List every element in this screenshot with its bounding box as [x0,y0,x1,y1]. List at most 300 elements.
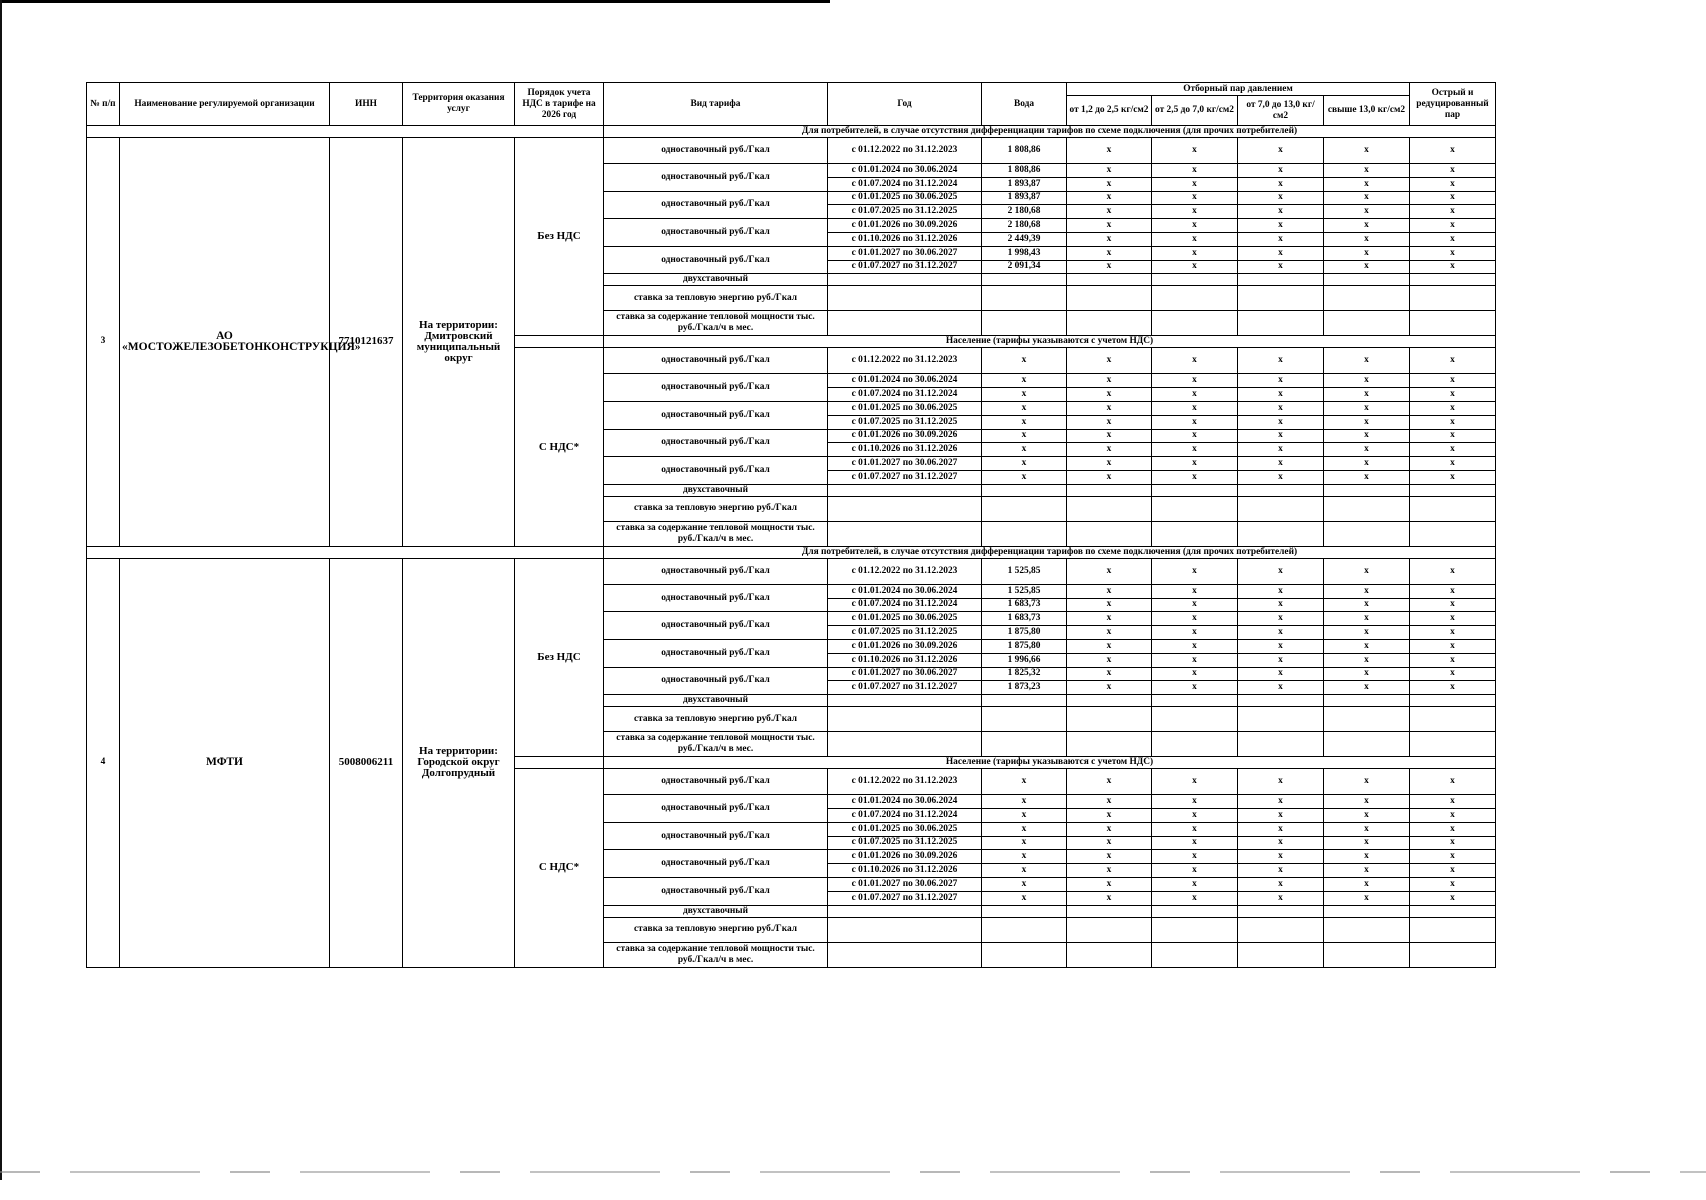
empty-cell [1324,521,1410,546]
empty-cell [982,521,1067,546]
tariff-kind: одноставочный руб./Гкал [604,639,828,667]
steam-value: х [1067,164,1152,178]
steam-value: х [1152,260,1238,274]
tariff-kind: одноставочный руб./Гкал [604,246,828,274]
tariff-kind: одноставочный руб./Гкал [604,138,828,164]
steam-value: х [1410,612,1496,626]
empty-cell [1324,917,1410,942]
tariff-kind: ставка за содержание тепловой мощности тыс. руб./Гкал/ч в мес. [604,521,828,546]
steam-value: х [1410,457,1496,471]
steam-value: х [1238,388,1324,402]
water-value: 1 525,85 [982,558,1067,584]
period: с 01.07.2027 по 31.12.2027 [828,260,982,274]
steam-value: х [1067,246,1152,260]
steam-value: х [1238,598,1324,612]
steam-value: х [1410,769,1496,795]
steam-value: х [1324,667,1410,681]
period: с 01.01.2026 по 30.09.2026 [828,639,982,653]
empty-cell [1324,484,1410,496]
steam-value: х [1324,836,1410,850]
period: с 01.01.2026 по 30.09.2026 [828,219,982,233]
steam-value: х [1152,598,1238,612]
period: с 01.01.2027 по 30.06.2027 [828,457,982,471]
tariff-kind: одноставочный руб./Гкал [604,191,828,219]
steam-value: х [1238,808,1324,822]
steam-value: х [1067,653,1152,667]
steam-value: х [1152,612,1238,626]
steam-value: х [1410,653,1496,667]
tariff-kind: двухставочный [604,484,828,496]
water-value: х [982,388,1067,402]
steam-value: х [1067,795,1152,809]
steam-value: х [1238,219,1324,233]
water-value: 1 525,85 [982,584,1067,598]
empty-cell [1067,905,1152,917]
header-steam-col: от 1,2 до 2,5 кг/см2 [1067,96,1152,126]
period: с 01.07.2024 по 31.12.2024 [828,388,982,402]
steam-value: х [1410,401,1496,415]
empty-cell [1067,286,1152,311]
steam-value: х [1324,795,1410,809]
period: с 01.01.2025 по 30.06.2025 [828,612,982,626]
tariff-kind: одноставочный руб./Гкал [604,348,828,374]
scan-edge-top [0,0,830,3]
water-value: 1 996,66 [982,653,1067,667]
steam-value: х [1238,891,1324,905]
steam-value: х [1324,374,1410,388]
steam-value: х [1152,808,1238,822]
empty-cell [1324,905,1410,917]
period: с 01.07.2024 по 31.12.2024 [828,808,982,822]
period: с 01.07.2024 по 31.12.2024 [828,598,982,612]
steam-value: х [1410,877,1496,891]
header-sharp-steam: Острый и редуцированный пар [1410,83,1496,126]
empty-cell [1324,695,1410,707]
steam-value: х [1410,177,1496,191]
org-territory: На территории: Дмитровский муниципальный округ [403,138,515,547]
steam-value: х [1324,219,1410,233]
header-year: Год [828,83,982,126]
steam-value: х [1410,388,1496,402]
steam-value: х [1067,584,1152,598]
steam-value: х [1410,808,1496,822]
steam-value: х [1324,246,1410,260]
steam-value: х [1152,388,1238,402]
tariff-kind: одноставочный руб./Гкал [604,219,828,247]
empty-cell [982,942,1067,967]
tariff-kind: одноставочный руб./Гкал [604,584,828,612]
banner-spacer [515,757,604,769]
water-value: 1 875,80 [982,639,1067,653]
header-org-name: Наименование регулируемой организации [120,83,330,126]
steam-value: х [1152,653,1238,667]
water-value: 1 893,87 [982,177,1067,191]
period: с 01.12.2022 по 31.12.2023 [828,348,982,374]
empty-cell [1238,905,1324,917]
steam-value: х [1067,891,1152,905]
empty-cell [982,496,1067,521]
header-steam-col: от 7,0 до 13,0 кг/см2 [1238,96,1324,126]
header-tariff-kind: Вид тарифа [604,83,828,126]
empty-cell [1067,695,1152,707]
vat-order: С НДС* [515,348,604,546]
steam-value: х [1410,795,1496,809]
steam-value: х [1238,457,1324,471]
period: с 01.12.2022 по 31.12.2023 [828,769,982,795]
water-value: х [982,795,1067,809]
steam-value: х [1067,374,1152,388]
scan-edge-bottom [0,1171,1706,1173]
tariff-kind: ставка за тепловую энергию руб./Гкал [604,496,828,521]
steam-value: х [1410,864,1496,878]
period: с 01.07.2025 по 31.12.2025 [828,205,982,219]
water-value: 1 808,86 [982,164,1067,178]
steam-value: х [1067,232,1152,246]
steam-value: х [1238,850,1324,864]
empty-cell [1067,707,1152,732]
water-value: х [982,769,1067,795]
empty-cell [1152,286,1238,311]
steam-value: х [1410,891,1496,905]
steam-value: х [1324,877,1410,891]
empty-cell [1324,942,1410,967]
steam-value: х [1410,374,1496,388]
steam-value: х [1324,653,1410,667]
empty-cell [982,695,1067,707]
period: с 01.01.2026 по 30.09.2026 [828,850,982,864]
tariff-kind: одноставочный руб./Гкал [604,164,828,192]
water-value: 2 449,39 [982,232,1067,246]
steam-value: х [1410,191,1496,205]
empty-cell [1067,521,1152,546]
section-banner: Для потребителей, в случае отсутствия дифференциации тарифов по схеме подключения (для прочих потребителей) [604,546,1496,558]
empty-cell [1410,942,1496,967]
scan-edge-left [0,0,2,1180]
empty-cell [1324,707,1410,732]
empty-cell [1410,695,1496,707]
steam-value: х [1410,429,1496,443]
empty-cell [1067,484,1152,496]
steam-value: х [1324,457,1410,471]
steam-value: х [1152,177,1238,191]
empty-cell [828,905,982,917]
steam-value: х [1324,388,1410,402]
steam-value: х [1410,681,1496,695]
steam-value: х [1324,348,1410,374]
steam-value: х [1152,584,1238,598]
org-number: 3 [87,138,120,547]
tariff-kind: ставка за содержание тепловой мощности тыс. руб./Гкал/ч в мес. [604,732,828,757]
steam-value: х [1238,667,1324,681]
steam-value: х [1238,205,1324,219]
steam-value: х [1067,836,1152,850]
empty-cell [1324,286,1410,311]
water-value: 1 875,80 [982,626,1067,640]
steam-value: х [1410,584,1496,598]
empty-cell [1152,274,1238,286]
banner-spacer [87,546,604,558]
header-territory: Территория оказания услуг [403,83,515,126]
water-value: х [982,401,1067,415]
steam-value: х [1067,348,1152,374]
steam-value: х [1067,205,1152,219]
empty-cell [982,286,1067,311]
steam-value: х [1324,598,1410,612]
steam-value: х [1067,639,1152,653]
steam-value: х [1152,626,1238,640]
steam-value: х [1238,626,1324,640]
steam-value: х [1152,558,1238,584]
section-banner: Для потребителей, в случае отсутствия дифференциации тарифов по схеме подключения (для прочих потребителей) [604,126,1496,138]
steam-value: х [1067,769,1152,795]
tariff-kind: одноставочный руб./Гкал [604,769,828,795]
steam-value: х [1324,177,1410,191]
empty-cell [1238,917,1324,942]
steam-value: х [1238,374,1324,388]
steam-value: х [1152,246,1238,260]
steam-value: х [1324,164,1410,178]
water-value: 1 808,86 [982,138,1067,164]
tariff-kind: одноставочный руб./Гкал [604,457,828,485]
water-value: х [982,864,1067,878]
tariff-kind: одноставочный руб./Гкал [604,850,828,878]
tariff-kind: одноставочный руб./Гкал [604,877,828,905]
tariff-kind: двухставочный [604,695,828,707]
empty-cell [1238,707,1324,732]
steam-value: х [1410,232,1496,246]
period: с 01.10.2026 по 31.12.2026 [828,653,982,667]
empty-cell [1067,274,1152,286]
org-inn: 5008006211 [330,558,403,967]
steam-value: х [1324,443,1410,457]
empty-cell [1067,942,1152,967]
steam-value: х [1410,470,1496,484]
empty-cell [828,311,982,336]
steam-value: х [1152,457,1238,471]
steam-value: х [1324,864,1410,878]
water-value: х [982,850,1067,864]
steam-value: х [1238,822,1324,836]
steam-value: х [1410,348,1496,374]
empty-cell [828,695,982,707]
tariff-kind: одноставочный руб./Гкал [604,374,828,402]
empty-cell [1324,311,1410,336]
steam-value: х [1324,191,1410,205]
steam-value: х [1238,769,1324,795]
water-value: х [982,470,1067,484]
water-value: 1 998,43 [982,246,1067,260]
steam-value: х [1324,822,1410,836]
water-value: х [982,429,1067,443]
steam-value: х [1324,415,1410,429]
steam-value: х [1067,191,1152,205]
steam-value: х [1067,850,1152,864]
section-banner: Население (тарифы указываются с учетом НДС) [604,757,1496,769]
steam-value: х [1238,246,1324,260]
period: с 01.07.2027 по 31.12.2027 [828,681,982,695]
steam-value: х [1238,795,1324,809]
water-value: 1 683,73 [982,598,1067,612]
steam-value: х [1152,164,1238,178]
empty-cell [1067,311,1152,336]
empty-cell [1238,521,1324,546]
tariff-kind: одноставочный руб./Гкал [604,429,828,457]
water-value: х [982,374,1067,388]
tariff-kind: одноставочный руб./Гкал [604,667,828,695]
steam-value: х [1410,822,1496,836]
tariff-kind: одноставочный руб./Гкал [604,612,828,640]
steam-value: х [1067,219,1152,233]
steam-value: х [1067,260,1152,274]
steam-value: х [1324,769,1410,795]
empty-cell [1410,496,1496,521]
steam-value: х [1410,836,1496,850]
steam-value: х [1410,443,1496,457]
steam-value: х [1152,795,1238,809]
steam-value: х [1238,443,1324,457]
period: с 01.07.2027 по 31.12.2027 [828,891,982,905]
empty-cell [1067,496,1152,521]
water-value: 1 893,87 [982,191,1067,205]
steam-value: х [1152,348,1238,374]
steam-value: х [1410,626,1496,640]
steam-value: х [1324,558,1410,584]
steam-value: х [1152,877,1238,891]
steam-value: х [1324,429,1410,443]
steam-value: х [1152,850,1238,864]
steam-value: х [1324,808,1410,822]
steam-value: х [1067,822,1152,836]
period: с 01.07.2025 по 31.12.2025 [828,626,982,640]
steam-value: х [1410,598,1496,612]
org-number: 4 [87,558,120,967]
header-steam-col: свыше 13,0 кг/см2 [1324,96,1410,126]
vat-order: Без НДС [515,138,604,336]
period: с 01.01.2025 по 30.06.2025 [828,401,982,415]
water-value: х [982,457,1067,471]
tariff-kind: ставка за содержание тепловой мощности тыс. руб./Гкал/ч в мес. [604,311,828,336]
period: с 01.07.2025 по 31.12.2025 [828,836,982,850]
water-value: х [982,891,1067,905]
steam-value: х [1152,191,1238,205]
banner-spacer [87,126,604,138]
water-value: 2 091,34 [982,260,1067,274]
steam-value: х [1067,429,1152,443]
steam-value: х [1324,205,1410,219]
water-value: 2 180,68 [982,219,1067,233]
header-steam-group: Отборный пар давлением [1067,83,1410,96]
steam-value: х [1238,138,1324,164]
empty-cell [1152,484,1238,496]
empty-cell [1238,732,1324,757]
tariff-kind: ставка за тепловую энергию руб./Гкал [604,917,828,942]
empty-cell [1152,521,1238,546]
empty-cell [1238,695,1324,707]
steam-value: х [1238,348,1324,374]
steam-value: х [1152,681,1238,695]
empty-cell [982,274,1067,286]
empty-cell [1238,311,1324,336]
period: с 01.01.2027 по 30.06.2027 [828,877,982,891]
steam-value: х [1324,232,1410,246]
empty-cell [1152,707,1238,732]
steam-value: х [1324,584,1410,598]
vat-order: С НДС* [515,769,604,967]
steam-value: х [1152,667,1238,681]
steam-value: х [1238,401,1324,415]
steam-value: х [1410,138,1496,164]
steam-value: х [1067,470,1152,484]
empty-cell [1152,917,1238,942]
empty-cell [1410,311,1496,336]
empty-cell [828,707,982,732]
steam-value: х [1067,877,1152,891]
water-value: х [982,836,1067,850]
water-value: х [982,348,1067,374]
empty-cell [1152,905,1238,917]
period: с 01.12.2022 по 31.12.2023 [828,558,982,584]
empty-cell [1238,286,1324,311]
steam-value: х [1324,639,1410,653]
steam-value: х [1152,470,1238,484]
period: с 01.01.2025 по 30.06.2025 [828,191,982,205]
empty-cell [828,732,982,757]
steam-value: х [1152,138,1238,164]
steam-value: х [1067,598,1152,612]
steam-value: х [1067,558,1152,584]
empty-cell [828,521,982,546]
header-steam-col: от 2,5 до 7,0 кг/см2 [1152,96,1238,126]
empty-cell [1238,484,1324,496]
org-inn: 7710121637 [330,138,403,547]
water-value: 1 825,32 [982,667,1067,681]
empty-cell [1152,695,1238,707]
steam-value: х [1152,822,1238,836]
steam-value: х [1410,850,1496,864]
period: с 01.10.2026 по 31.12.2026 [828,443,982,457]
steam-value: х [1410,415,1496,429]
steam-value: х [1238,470,1324,484]
header-inn: ИНН [330,83,403,126]
empty-cell [1238,274,1324,286]
steam-value: х [1410,667,1496,681]
period: с 01.01.2024 по 30.06.2024 [828,164,982,178]
empty-cell [1324,496,1410,521]
water-value: х [982,877,1067,891]
steam-value: х [1067,401,1152,415]
steam-value: х [1410,164,1496,178]
steam-value: х [1067,612,1152,626]
steam-value: х [1152,429,1238,443]
org-territory: На территории: Городской округ Долгопрудный [403,558,515,967]
banner-spacer [515,336,604,348]
empty-cell [982,732,1067,757]
steam-value: х [1067,681,1152,695]
steam-value: х [1152,374,1238,388]
steam-value: х [1238,877,1324,891]
steam-value: х [1324,850,1410,864]
water-value: х [982,808,1067,822]
steam-value: х [1067,457,1152,471]
steam-value: х [1238,232,1324,246]
steam-value: х [1238,836,1324,850]
period: с 01.01.2024 по 30.06.2024 [828,795,982,809]
tariff-kind: ставка за содержание тепловой мощности тыс. руб./Гкал/ч в мес. [604,942,828,967]
steam-value: х [1324,138,1410,164]
steam-value: х [1152,219,1238,233]
steam-value: х [1324,470,1410,484]
tariff-kind: одноставочный руб./Гкал [604,401,828,429]
